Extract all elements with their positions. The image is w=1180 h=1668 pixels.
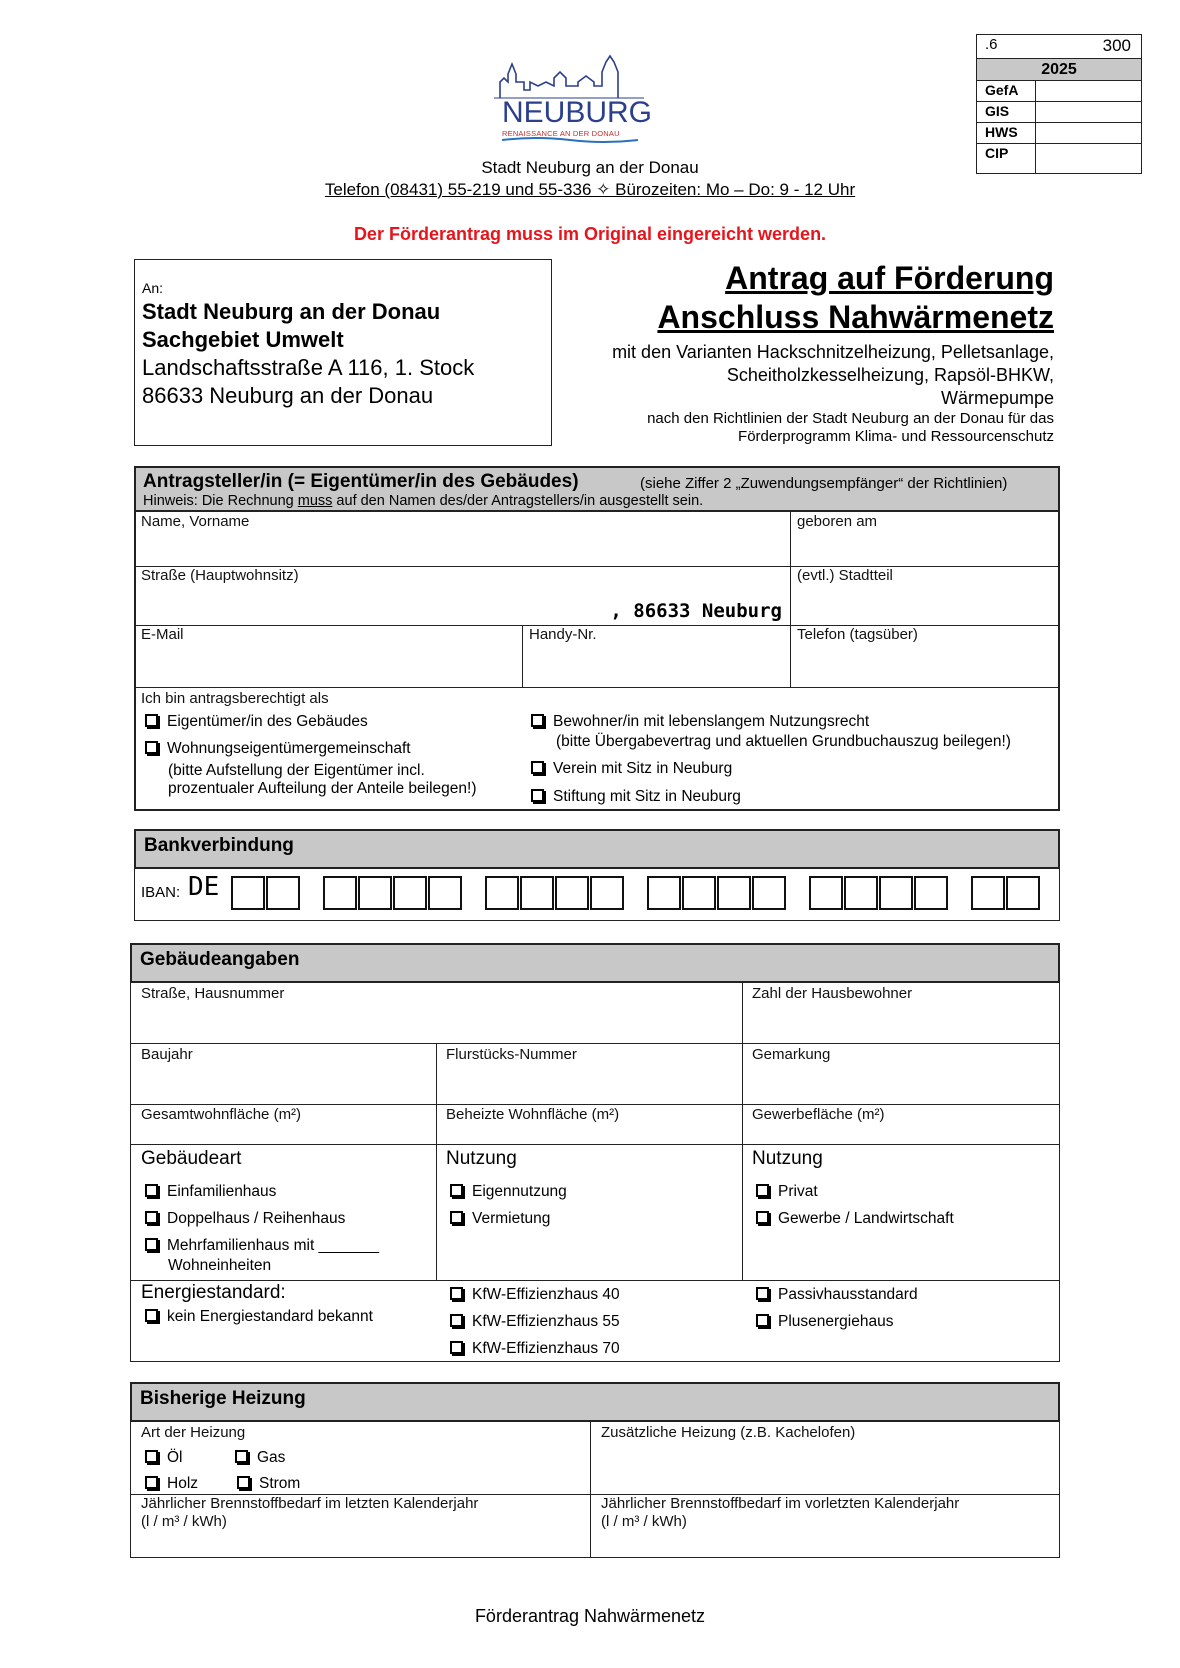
- invoice-hint-post: auf den Namen des/der Antragstellers/in ausgestellt sein.: [332, 493, 704, 509]
- option-weg-label: Wohnungseigentümergemeinschaft: [167, 740, 411, 757]
- title-line1: Antrag auf Förderung: [725, 260, 1054, 296]
- iban-digit-box[interactable]: [428, 876, 462, 910]
- iban-digit-box[interactable]: [1006, 876, 1040, 910]
- checkbox[interactable]: [756, 1184, 769, 1197]
- phone-field[interactable]: Telefon (tagsüber): [797, 626, 918, 643]
- iban-digit-box[interactable]: [590, 876, 624, 910]
- invoice-hint-must: muss: [297, 493, 333, 509]
- address-line4: 86633 Neuburg an der Donau: [142, 383, 434, 408]
- iban-digit-box[interactable]: [844, 876, 878, 910]
- option-foundation-label: Stiftung mit Sitz in Neuburg: [553, 788, 741, 805]
- ref-code: .6: [985, 36, 998, 53]
- checkbox[interactable]: [145, 741, 158, 754]
- title-guideline2: Förderprogramm Klima- und Ressourcenschutz: [738, 428, 1054, 445]
- district-name-field[interactable]: Gemarkung: [752, 1046, 831, 1063]
- bank-heading: Bankverbindung: [144, 835, 294, 856]
- type-multi-label: Mehrfamilienhaus mit _______: [167, 1237, 379, 1254]
- use-commercial[interactable]: [756, 1210, 954, 1228]
- iban-digit-box[interactable]: [555, 876, 589, 910]
- ref-year: 2025: [977, 58, 1141, 81]
- address-box: [134, 259, 552, 446]
- heating-power[interactable]: [237, 1475, 300, 1493]
- iban-digit-box[interactable]: [231, 876, 265, 910]
- option-resident-note: (bitte Übergabevertrag und aktuellen Grundbuchauszug beilegen!): [556, 733, 1011, 750]
- energy-heading: Energiestandard:: [141, 1282, 286, 1303]
- checkbox[interactable]: [756, 1314, 769, 1327]
- option-club-label: Verein mit Sitz in Neuburg: [553, 760, 733, 777]
- energy-kfw70[interactable]: [450, 1340, 620, 1358]
- iban-digit-box[interactable]: [971, 876, 1005, 910]
- reference-box: [976, 34, 1142, 174]
- ref-rows: [977, 81, 1141, 164]
- iban-digit-box[interactable]: [485, 876, 519, 910]
- col-divider: [790, 512, 791, 687]
- iban-digit-box[interactable]: [520, 876, 554, 910]
- iban-digit-box[interactable]: [266, 876, 300, 910]
- row-divider: [130, 1280, 1060, 1281]
- mobile-field[interactable]: Handy-Nr.: [529, 626, 597, 643]
- invoice-hint-pre: Hinweis: Die Rechnung: [143, 493, 298, 509]
- energy-plus-label: Plusenergiehaus: [778, 1313, 894, 1330]
- title-variants2: Scheitholzkesselheizung, Rapsöl-BHKW,: [726, 365, 1054, 385]
- iban-digit-box[interactable]: [752, 876, 786, 910]
- heating-gas[interactable]: [235, 1449, 285, 1467]
- type-multi-units: Wohneinheiten: [168, 1257, 272, 1274]
- heating-header: [130, 1382, 1060, 1422]
- checkbox[interactable]: [756, 1211, 769, 1224]
- energy-passive-label: Passivhausstandard: [778, 1286, 918, 1303]
- row-divider: [134, 687, 1060, 688]
- demand-last-unit: (l / m³ / kWh): [141, 1513, 227, 1530]
- iban-label: IBAN:: [141, 884, 181, 901]
- heating-wood-label: Holz: [167, 1475, 199, 1492]
- iban-prefix: DE: [188, 872, 220, 902]
- ref-hws: HWS: [985, 124, 1018, 140]
- type-semi[interactable]: [145, 1210, 345, 1228]
- col-divider: [590, 1422, 591, 1558]
- title-line2: Anschluss Nahwärmenetz: [657, 299, 1054, 335]
- option-weg-note1: (bitte Aufstellung der Eigentümer incl.: [168, 762, 425, 779]
- demand-prev-field[interactable]: Jährlicher Brennstoffbedarf im vorletzten Kalenderjahr: [601, 1495, 960, 1512]
- title-guideline1: nach den Richtlinien der Stadt Neuburg an der Donau für das: [647, 410, 1054, 427]
- ref-gis: GIS: [985, 103, 1010, 119]
- river-icon: [502, 136, 638, 144]
- row-divider: [134, 625, 1060, 626]
- street-prefill: , 86633 Neuburg: [610, 600, 782, 622]
- ref-cip: CIP: [985, 145, 1009, 161]
- energy-unknown[interactable]: [145, 1308, 373, 1326]
- email-field[interactable]: E-Mail: [141, 626, 184, 643]
- col-divider: [742, 983, 743, 1280]
- checkbox[interactable]: [145, 714, 158, 727]
- checkbox[interactable]: [145, 1476, 158, 1489]
- checkbox[interactable]: [237, 1476, 250, 1489]
- city-name: Stadt Neuburg an der Donau: [481, 158, 699, 177]
- building-heading: Gebäudeangaben: [140, 949, 300, 970]
- iban-digit-box[interactable]: [809, 876, 843, 910]
- energy-kfw55[interactable]: [450, 1313, 620, 1331]
- logo-text: NEUBURG: [502, 96, 653, 129]
- use-private[interactable]: [756, 1183, 818, 1201]
- use-own-label: Eigennutzung: [472, 1183, 567, 1200]
- option-owner-label: Eigentümer/in des Gebäudes: [167, 713, 368, 730]
- option-resident[interactable]: [531, 713, 869, 731]
- usage2-heading: Nutzung: [752, 1148, 823, 1169]
- ref-gefa: GefA: [985, 82, 1019, 98]
- checkbox[interactable]: [450, 1184, 463, 1197]
- type-single[interactable]: [145, 1183, 276, 1201]
- use-commercial-label: Gewerbe / Landwirtschaft: [778, 1210, 954, 1227]
- applicant-header: [134, 466, 1060, 512]
- iban-digit-box[interactable]: [393, 876, 427, 910]
- use-private-label: Privat: [778, 1183, 818, 1200]
- col-divider: [522, 625, 523, 687]
- col-divider: [436, 1043, 437, 1280]
- invoice-hint: [143, 493, 703, 509]
- heating-power-label: Strom: [259, 1475, 301, 1492]
- demand-prev-unit: (l / m³ / kWh): [601, 1513, 687, 1530]
- street-field[interactable]: Straße (Hauptwohnsitz): [141, 567, 299, 584]
- option-club[interactable]: [531, 760, 732, 778]
- option-weg[interactable]: [145, 740, 411, 758]
- district-field[interactable]: (evtl.) Stadtteil: [797, 567, 893, 584]
- year-field[interactable]: Baujahr: [141, 1046, 193, 1063]
- extra-heating-field[interactable]: Zusätzliche Heizung (z.B. Kachelofen): [601, 1424, 856, 1441]
- checkbox[interactable]: [145, 1238, 158, 1251]
- type-multi[interactable]: [145, 1237, 379, 1255]
- row-divider: [130, 1043, 1060, 1044]
- type-single-label: Einfamilienhaus: [167, 1183, 277, 1200]
- city-logo: [494, 52, 653, 142]
- checkbox[interactable]: [450, 1314, 463, 1327]
- checkbox[interactable]: [450, 1287, 463, 1300]
- iban-digit-box[interactable]: [717, 876, 751, 910]
- address-line2: Sachgebiet Umwelt: [142, 327, 344, 352]
- name-field[interactable]: Name, Vorname: [141, 513, 250, 530]
- option-resident-label: Bewohner/in mit lebenslangem Nutzungsrecht: [553, 713, 870, 730]
- heating-gas-label: Gas: [257, 1449, 286, 1466]
- option-foundation[interactable]: [531, 788, 741, 806]
- use-rent-label: Vermietung: [472, 1210, 551, 1227]
- row-divider: [130, 1104, 1060, 1105]
- energy-kfw40[interactable]: [450, 1286, 620, 1304]
- commercial-area-field[interactable]: Gewerbefläche (m²): [752, 1106, 885, 1123]
- checkbox[interactable]: [145, 1309, 158, 1322]
- ref-number: 300: [1102, 36, 1131, 55]
- heating-wood[interactable]: [145, 1475, 198, 1493]
- checkbox[interactable]: [531, 714, 544, 727]
- bank-header: [134, 829, 1060, 869]
- heating-heading: Bisherige Heizung: [140, 1388, 306, 1409]
- checkbox[interactable]: [756, 1287, 769, 1300]
- iban-digit-box[interactable]: [682, 876, 716, 910]
- option-owner[interactable]: [145, 713, 368, 731]
- parcel-field[interactable]: Flurstücks-Nummer: [446, 1046, 577, 1063]
- option-weg-note2: prozentualer Aufteilung der Anteile beilegen!): [168, 780, 477, 797]
- iban-digit-box[interactable]: [323, 876, 357, 910]
- demand-last-field[interactable]: Jährlicher Brennstoffbedarf im letzten Kalenderjahr: [141, 1495, 479, 1512]
- energy-passive[interactable]: [756, 1286, 918, 1304]
- residents-field[interactable]: Zahl der Hausbewohner: [752, 985, 913, 1002]
- checkbox[interactable]: [145, 1184, 158, 1197]
- energy-kfw40-label: KfW-Effizienzhaus 40: [472, 1286, 620, 1303]
- energy-kfw55-label: KfW-Effizienzhaus 55: [472, 1313, 620, 1330]
- row-divider: [130, 1144, 1060, 1145]
- iban-digit-box[interactable]: [879, 876, 913, 910]
- birthdate-field[interactable]: geboren am: [797, 513, 878, 530]
- checkbox[interactable]: [235, 1450, 248, 1463]
- iban-digit-box[interactable]: [914, 876, 948, 910]
- energy-kfw70-label: KfW-Effizienzhaus 70: [472, 1340, 620, 1357]
- building-header: [130, 943, 1060, 983]
- iban-digit-box[interactable]: [647, 876, 681, 910]
- contact-line: Telefon (08431) 55-219 und 55-336 ✧ Bürozeiten: Mo – Do: 9 - 12 Uhr: [324, 180, 856, 199]
- checkbox[interactable]: [145, 1450, 158, 1463]
- original-notice: Der Förderantrag muss im Original eingereicht werden.: [353, 224, 827, 244]
- address-line1: Stadt Neuburg an der Donau: [142, 299, 441, 324]
- applicant-heading-note: (siehe Ziffer 2 „Zuwendungsempfänger“ der Richtlinien): [640, 475, 1008, 492]
- usage-heading: Nutzung: [446, 1148, 517, 1169]
- energy-unknown-label: kein Energiestandard bekannt: [167, 1308, 373, 1325]
- title-variants3: Wärmepumpe: [940, 388, 1054, 408]
- address-an: An:: [142, 280, 164, 296]
- applicant-heading: Antragsteller/in (= Eigentümer/in des Gebäudes): [143, 471, 579, 492]
- eligibility-label: Ich bin antragsberechtigt als: [141, 690, 329, 707]
- iban-digit-box[interactable]: [358, 876, 392, 910]
- building-type-heading: Gebäudeart: [141, 1148, 242, 1169]
- heating-oil-label: Öl: [167, 1449, 183, 1466]
- address-line3: Landschaftsstraße A 116, 1. Stock: [142, 355, 475, 380]
- heating-oil[interactable]: [145, 1449, 183, 1467]
- checkbox[interactable]: [450, 1341, 463, 1354]
- checkbox[interactable]: [531, 761, 544, 774]
- use-own[interactable]: [450, 1183, 567, 1201]
- heated-area-field[interactable]: Beheizte Wohnfläche (m²): [446, 1106, 620, 1123]
- checkbox[interactable]: [450, 1211, 463, 1224]
- checkbox[interactable]: [145, 1211, 158, 1224]
- title-variants1: mit den Varianten Hackschnitzelheizung, Pelletsanlage,: [612, 342, 1054, 362]
- footer-text: Förderantrag Nahwärmenetz: [474, 1606, 706, 1626]
- building-street-field[interactable]: Straße, Hausnummer: [141, 985, 285, 1002]
- logo-tagline: RENAISSANCE AN DER DONAU: [502, 129, 620, 138]
- checkbox[interactable]: [531, 789, 544, 802]
- use-rent[interactable]: [450, 1210, 550, 1228]
- energy-plus[interactable]: [756, 1313, 893, 1331]
- total-area-field[interactable]: Gesamtwohnfläche (m²): [141, 1106, 302, 1123]
- heating-type-label: Art der Heizung: [141, 1424, 246, 1441]
- type-semi-label: Doppelhaus / Reihenhaus: [167, 1210, 346, 1227]
